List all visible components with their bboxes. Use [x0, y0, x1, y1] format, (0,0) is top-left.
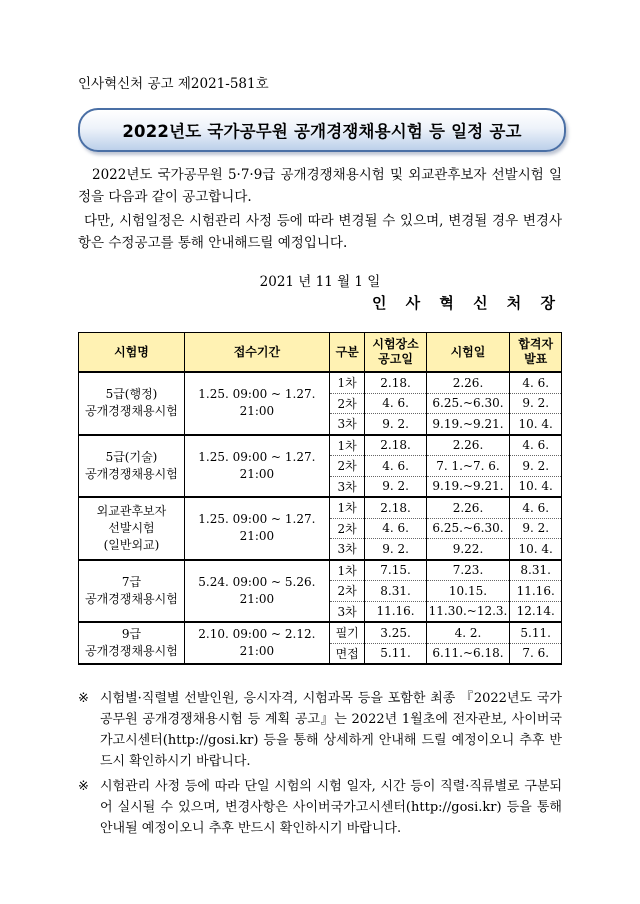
stage-cell: 2차: [329, 581, 365, 602]
footnote-text: 시험관리 사정 등에 따라 단일 시험의 시험 일자, 시간 등이 직렬·직류별로 구분되어 실시될 수 있으며, 변경사항은 사이버국가고시센터(http://gosi.kr) 등을 통해 안내될 예정이오니 추후 반드시 확인하시기 바랍니다.: [100, 779, 562, 836]
reference-mark-icon: ※: [78, 691, 89, 706]
venue-date-cell: 4. 6.: [365, 393, 426, 414]
result-date-cell: 4. 6.: [510, 372, 562, 393]
result-date-cell: 10. 4.: [510, 414, 562, 435]
exam-date-cell: 9.19.~9.21.: [426, 476, 510, 497]
venue-date-cell: 8.31.: [365, 581, 426, 602]
exam-name-cell: [79, 560, 185, 623]
exam-date-cell: 7. 1.~7. 6.: [426, 456, 510, 477]
application-period-cell: 2.10. 09:00 ~ 2.12. 21:00: [184, 622, 329, 664]
header-result: [510, 333, 562, 373]
table-row: [79, 435, 562, 456]
exam-name-line: 공개경쟁채용시험: [85, 404, 178, 419]
result-date-cell: 4. 6.: [510, 435, 562, 456]
exam-date-cell: 2.26.: [426, 372, 510, 393]
venue-date-cell: 4. 6.: [365, 518, 426, 539]
stage-cell: 3차: [329, 414, 365, 435]
footnote-item: [78, 688, 562, 772]
exam-date-cell: 7.23.: [426, 560, 510, 581]
stage-cell: 3차: [329, 601, 365, 622]
result-date-cell: 7. 6.: [510, 643, 562, 664]
result-date-cell: 10. 4.: [510, 476, 562, 497]
stage-cell: 필기: [329, 622, 365, 643]
venue-date-cell: 2.18.: [365, 435, 426, 456]
venue-date-cell: 3.25.: [365, 622, 426, 643]
exam-name-cell: [79, 497, 185, 560]
exam-date-cell: 2.26.: [426, 435, 510, 456]
venue-date-cell: 7.15.: [365, 560, 426, 581]
exam-name-line: 7급: [121, 574, 142, 589]
stage-cell: 2차: [329, 393, 365, 414]
exam-name-line: (일반외교): [103, 537, 160, 552]
table-header-row: [79, 333, 562, 373]
header-venue-line2: 공고일: [378, 352, 413, 366]
result-date-cell: 12.14.: [510, 601, 562, 622]
exam-name-line: 9급: [121, 627, 142, 641]
venue-date-cell: 5.11.: [365, 643, 426, 664]
notice-date: 2021 년 11 월 1 일: [259, 274, 381, 290]
stage-cell: 2차: [329, 518, 365, 539]
exam-name-line: 외교관후보자: [96, 503, 167, 518]
result-date-cell: 11.16.: [510, 581, 562, 602]
stage-cell: 1차: [329, 435, 365, 456]
header-result-line1: 합격자: [518, 337, 554, 351]
exam-name-line: 5급(기술): [105, 449, 158, 464]
exam-date-cell: 6.25.~6.30.: [426, 518, 510, 539]
notice-paragraph: 다만, 시험일정은 시험관리 사정 등에 따라 변경될 수 있으며, 변경될 경우 변경사항은 수정공고를 통해 안내해드릴 예정입니다.: [78, 213, 562, 251]
exam-schedule-table: [78, 332, 562, 665]
exam-name-cell: [79, 622, 185, 664]
result-date-cell: 9. 2.: [510, 456, 562, 477]
table-row: [79, 497, 562, 518]
venue-date-cell: 11.16.: [365, 601, 426, 622]
header-stage: 구분: [329, 333, 365, 373]
application-period-cell: 1.25. 09:00 ~ 1.27. 21:00: [184, 435, 329, 498]
stage-cell: 면접: [329, 643, 365, 664]
exam-name-cell: [79, 372, 185, 435]
result-date-cell: 5.11.: [510, 622, 562, 643]
result-date-cell: 8.31.: [510, 560, 562, 581]
notice-number: 인사혁신처 공고 제2021-581호: [78, 76, 269, 92]
header-venue-line1: 시험장소: [372, 337, 419, 351]
stage-cell: 3차: [329, 539, 365, 560]
venue-date-cell: 9. 2.: [365, 539, 426, 560]
stage-cell: 1차: [329, 560, 365, 581]
header-exam-date: 시험일: [426, 333, 510, 373]
header-result-line2: 발표: [524, 352, 548, 366]
footnotes: [78, 688, 562, 843]
reference-mark-icon: ※: [78, 779, 89, 794]
result-date-cell: 9. 2.: [510, 518, 562, 539]
application-period-cell: 5.24. 09:00 ~ 5.26. 21:00: [184, 560, 329, 623]
venue-date-cell: 2.18.: [365, 497, 426, 518]
exam-date-cell: 4. 2.: [426, 622, 510, 643]
exam-name-line: 5급(행정): [105, 387, 158, 402]
exam-date-cell: 10.15.: [426, 581, 510, 602]
venue-date-cell: 9. 2.: [365, 414, 426, 435]
page-title: 2022년도 국가공무원 공개경쟁채용시험 등 일정 공고: [122, 122, 522, 141]
table-row: [79, 560, 562, 581]
exam-date-cell: 9.22.: [426, 539, 510, 560]
table-body: [79, 372, 562, 664]
exam-date-cell: 2.26.: [426, 497, 510, 518]
venue-date-cell: 4. 6.: [365, 456, 426, 477]
result-date-cell: 10. 4.: [510, 539, 562, 560]
issuing-organization: 인 사 혁 신 처 장: [371, 294, 562, 312]
header-venue-date: [365, 333, 426, 373]
exam-name-line: 공개경쟁채용시험: [85, 644, 178, 658]
footnote-item: [78, 776, 562, 839]
venue-date-cell: 9. 2.: [365, 476, 426, 497]
stage-cell: 1차: [329, 372, 365, 393]
stage-cell: 3차: [329, 476, 365, 497]
stage-cell: 2차: [329, 456, 365, 477]
footnote-text: 시험별·직렬별 선발인원, 응시자격, 시험과목 등을 포함한 최종 『2022년도 국가공무원 공개경쟁채용시험 등 계획 공고』는 2022년 1월초에 전자관보, 사이버국가고시센터(http://gosi.kr) 등을 통해 상세하게 안내해 드릴 예정이오니 추후 반드시 확인하시기 바랍니다.: [100, 691, 562, 769]
stage-cell: 1차: [329, 497, 365, 518]
exam-name-line: 공개경쟁채용시험: [85, 591, 178, 606]
exam-name-cell: [79, 435, 185, 498]
table-row: [79, 622, 562, 643]
application-period-cell: 1.25. 09:00 ~ 1.27. 21:00: [184, 497, 329, 560]
venue-date-cell: 2.18.: [365, 372, 426, 393]
exam-date-cell: 6.25.~6.30.: [426, 393, 510, 414]
header-period: 접수기간: [184, 333, 329, 373]
result-date-cell: 9. 2.: [510, 393, 562, 414]
exam-date-cell: 11.30.~12.3.: [426, 601, 510, 622]
table-row: [79, 372, 562, 393]
exam-name-line: 선발시험: [108, 520, 155, 535]
exam-date-cell: 6.11.~6.18.: [426, 643, 510, 664]
title-banner: [78, 108, 566, 152]
header-exam: 시험명: [79, 333, 185, 373]
exam-name-line: 공개경쟁채용시험: [85, 466, 178, 481]
exam-date-cell: 9.19.~9.21.: [426, 414, 510, 435]
intro-paragraph: 2022년도 국가공무원 5·7·9급 공개경쟁채용시험 및 외교관후보자 선발시험 일정을 다음과 같이 공고합니다.: [78, 167, 562, 205]
result-date-cell: 4. 6.: [510, 497, 562, 518]
application-period-cell: 1.25. 09:00 ~ 1.27. 21:00: [184, 372, 329, 435]
